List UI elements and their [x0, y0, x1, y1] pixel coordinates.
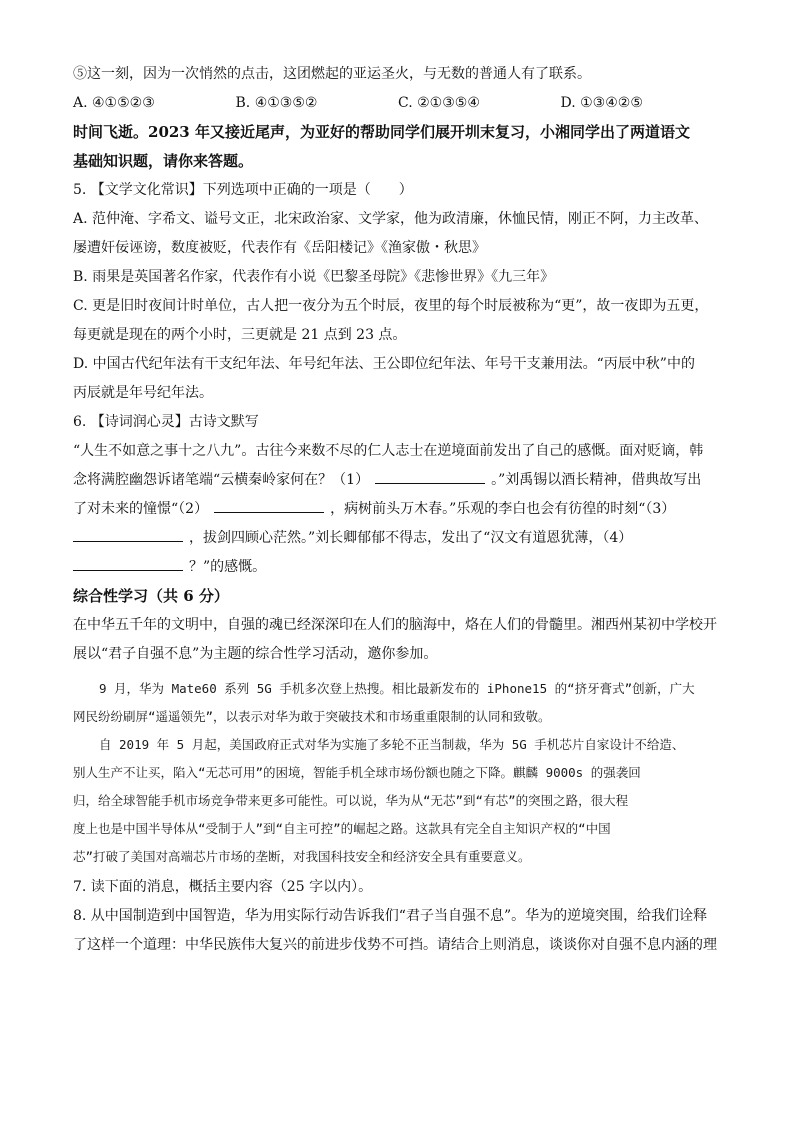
q5-option-a-line-1[interactable]: A. 范仲淹、字希文、谥号文正，北宋政治家、文学家，他为政清廉，休恤民情，刚正不阿，力主改革、	[73, 211, 709, 227]
q4-options	[73, 89, 723, 118]
q5-option-a-line-2: 屡遭奸佞诬谤，数度被贬，代表作有《岳阳楼记》《渔家傲・秋思》	[73, 240, 486, 256]
q7-stem: 7. 读下面的消息，概括主要内容（25 字以内）。	[73, 879, 373, 895]
intro-bold-line-1: 时间飞逝。2023 年又接近尾声，为亚好的帮助同学们展开圳末复习，小湘同学出了两道语文	[73, 123, 690, 141]
intro-bold-line-2: 基础知识题，请你来答题。	[73, 152, 254, 170]
answer-blank-4[interactable]	[73, 554, 183, 571]
news-line: 度上也是中国半导体从“受制于人”到“自主可控”的崛起之路。这款具有完全自主知识产权的“中国	[73, 821, 611, 836]
q6-line-3-prefix: 了对未来的憧憬“（2）	[73, 501, 209, 517]
news-line: 自 2019 年 5 月起，美国政府正式对华为实施了多轮不正当制裁，华为 5G 手机芯片自家设计不给造、	[99, 737, 685, 752]
news-line: 别人生产不让买，陷入“无芯可用”的困境，智能手机全球市场份额也随之下降。麒麟 9000s 的强袭回	[73, 765, 641, 780]
q6-line-1: “人生不如意之事十之八九”。古往今来数不尽的仁人志士在逆境面前发出了自己的感慨。面对贬谪，韩	[73, 443, 704, 459]
answer-blank-1[interactable]	[375, 467, 485, 484]
q6-line-3	[73, 495, 723, 524]
q5-option-b[interactable]: B. 雨果是英国著名作家，代表作有小说《巴黎圣母院》《悲惨世界》《九三年》	[73, 269, 555, 285]
q6-stem: 6. 【诗词润心灵】古诗文默写	[73, 414, 259, 430]
section-intro-line-2: 展以“君子自强不息”为主题的综合性学习活动，邀你参加。	[73, 646, 438, 662]
q8-line-1: 8. 从中国制造到中国智造，华为用实际行动告诉我们“君子当自强不息”。华为的逆境突围，给我们诠释	[73, 908, 708, 924]
news-line: 网民纷纷刷屏“遥遥领先”，以表示对华为敢于突破技术和市场重重限制的认同和致敬。	[73, 709, 551, 724]
exam-page	[73, 60, 723, 960]
news-line: 芯”打破了美国对高端芯片市场的垄断，对我国科技安全和经济安全具有重要意义。	[73, 849, 531, 864]
q6-line-4-suffix: ，拔剑四顾心茫然。”刘长卿郁郁不得志，发出了“汉文有道恩犹薄，（4）	[189, 530, 633, 546]
q6-line-5-suffix: ？”的感慨。	[189, 559, 267, 575]
q8-line-2: 了这样一个道理：中华民族伟大复兴的前进步伐势不可挡。请结合上则消息，谈谈你对自强不息内涵的理	[73, 937, 717, 953]
q5-option-c-line-2: 每更就是现在的两个小时，三更就是 21 点到 23 点。	[73, 327, 407, 343]
answer-blank-3[interactable]	[73, 525, 183, 542]
q6-line-3-suffix: ，病树前头万木春。”乐观的李白也会有彷徨的时刻“（3）	[330, 501, 676, 517]
q5-option-c-line-1[interactable]: C. 更是旧时夜间计时单位，古人把一夜分为五个时辰，夜里的每个时辰被称为“更”，故一夜即为五更，	[73, 298, 709, 314]
q6-line-4	[73, 524, 723, 553]
q5-stem: 5. 【文学文化常识】下列选项中正确的一项是（ ）	[73, 182, 413, 198]
q4-option-a[interactable]: A. ④①⑤②③	[73, 95, 155, 111]
news-passage	[73, 675, 723, 871]
q6-line-5	[73, 553, 723, 582]
section-intro-line-1: 在中华五千年的文明中，自强的魂已经深深印在人们的脑海中，烙在人们的骨髓里。湘西州某初中学校开	[73, 617, 717, 633]
q4-option-c[interactable]: C. ②①③⑤④	[398, 95, 480, 111]
news-line: 9 月，华为 Mate60 系列 5G 手机多次登上热搜。相比最新发布的 iPhone15 的“挤牙膏式”创新，广大	[99, 681, 695, 696]
statement-5: ⑤这一刻，因为一次悄然的点击，这团燃起的亚运圣火，与无数的普通人有了联系。	[73, 66, 591, 82]
q4-option-d[interactable]: D. ①③④②⑤	[560, 95, 643, 111]
q6-line-2	[73, 466, 723, 495]
q5-option-d-line-1[interactable]: D. 中国古代纪年法有干支纪年法、年号纪年法、王公即位纪年法、年号干支兼用法。“丙辰中秋”中的	[73, 356, 695, 372]
q5-option-d-line-2: 丙辰就是年号纪年法。	[73, 385, 213, 401]
news-line: 归，给全球智能手机市场竞争带来更多可能性。可以说，华为从“无芯”到“有芯”的突围之路，很大程	[73, 793, 629, 808]
q4-option-b[interactable]: B. ④①③⑤②	[235, 95, 318, 111]
section-title: 综合性学习（共 6 分）	[73, 587, 229, 605]
answer-blank-2[interactable]	[214, 496, 324, 513]
q6-line-2-suffix: 。”刘禹锡以酒长精神，借典故写出	[491, 472, 702, 488]
q6-line-2-prefix: 念将满腔幽怨诉诸笔端“云横秦岭家何在？（1）	[73, 472, 370, 488]
